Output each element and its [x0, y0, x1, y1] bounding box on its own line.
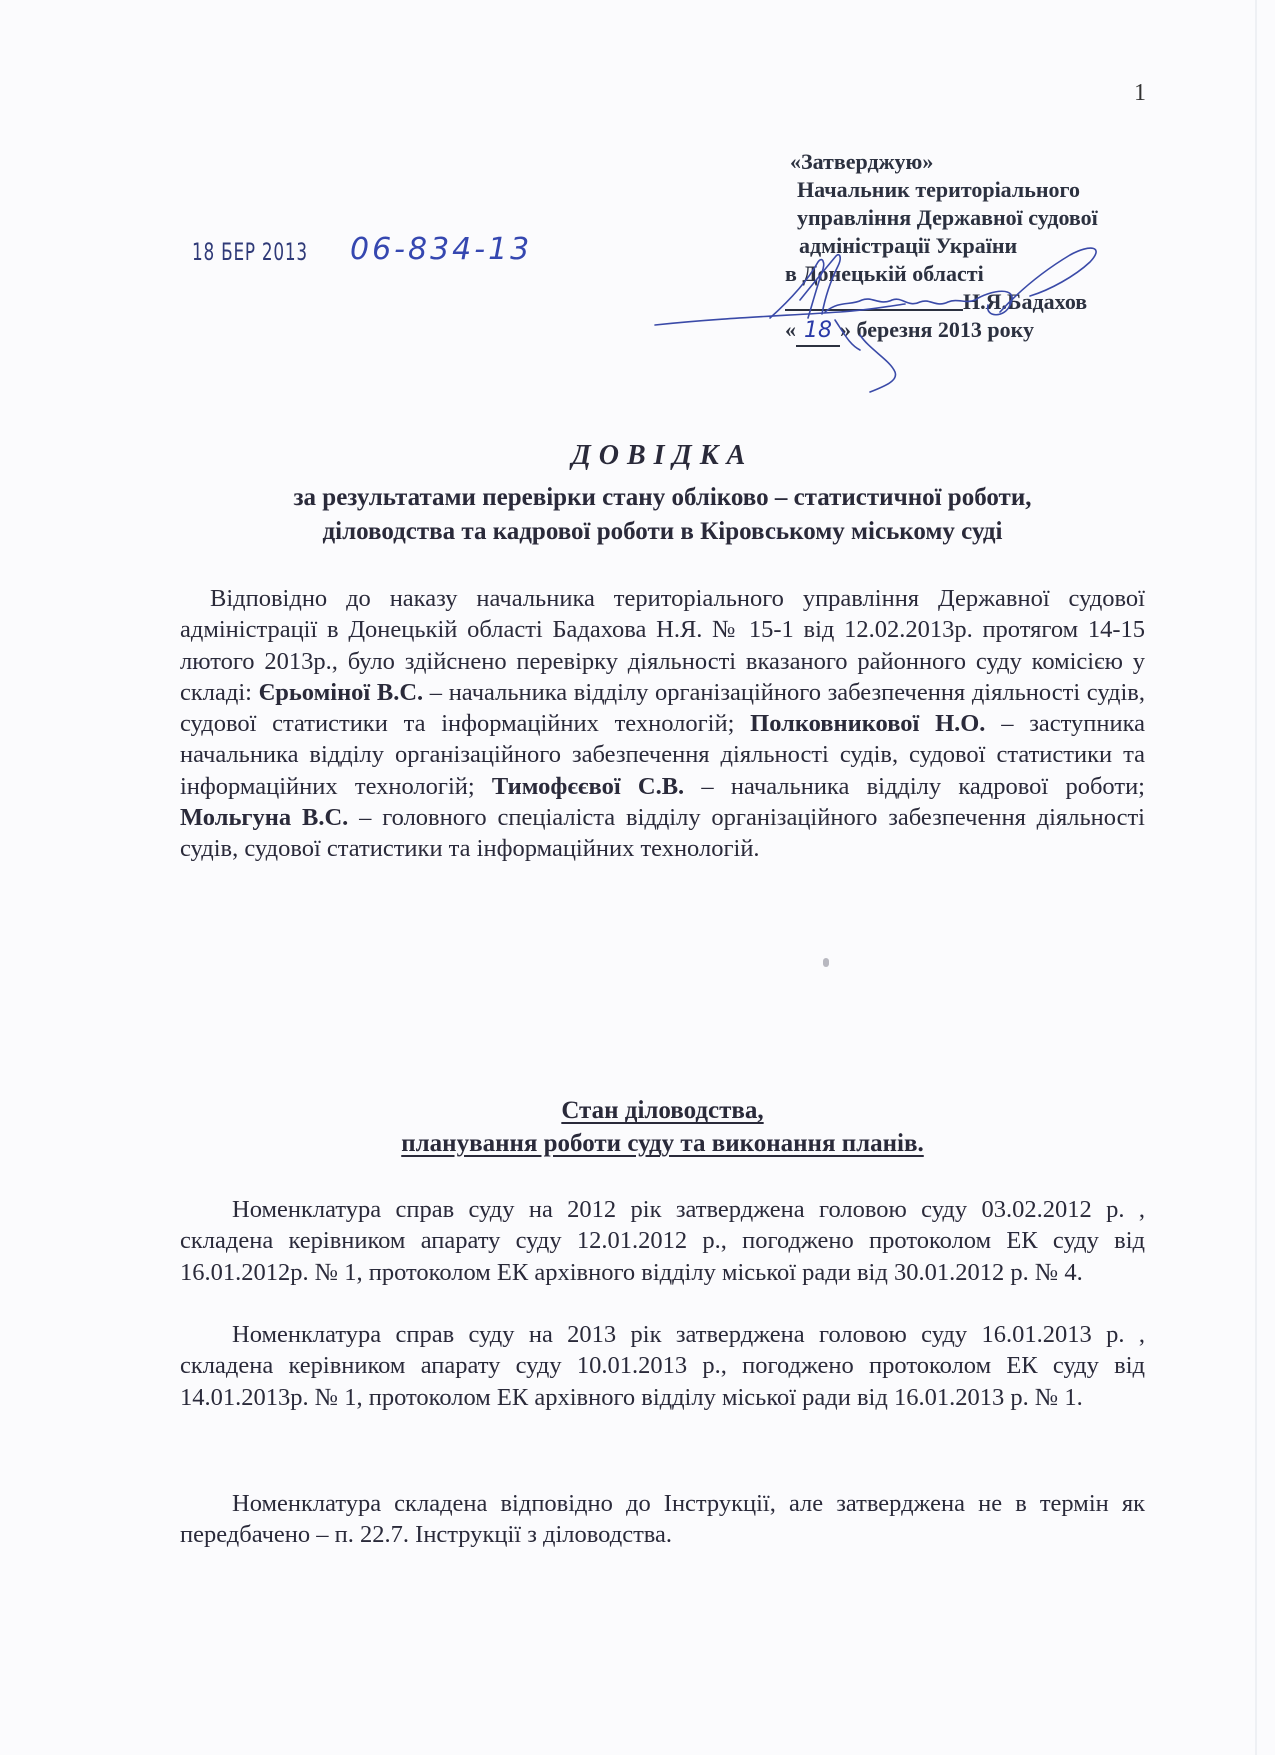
- paragraph: Номенклатура складена відповідно до Інструкції, але затверджена не в термін як передбачено – п. 22.7. Інструкції з діловодства.: [180, 1490, 1145, 1549]
- commission-member-name: Мольгуна В.С.: [180, 804, 349, 832]
- approval-block: [785, 148, 1098, 347]
- intro-paragraph: [180, 583, 1145, 865]
- paragraph: Номенклатура справ суду на 2012 рік затверджена головою суду 03.02.2012 р. , складена керівником апарату суду 12.01.2012 р., погоджено протоколом ЕК суду від 16.01.2012р. № 1, протоколом ЕК архівного відділу міської ради від 30.01.2012 р. № 4.: [180, 1196, 1145, 1286]
- intro-text: Відповідно до наказу начальника територіального управління Державної судової адміністрації в Донецькій області Бадахова Н.Я. № 15-1 від 12.02.2013р. протягом 14-15 лютого 2013р., було здійснено перевірку діяльності вказаного районного суду комісією у складі:: [180, 585, 1145, 706]
- registration-number: 06-834-13: [350, 232, 533, 267]
- approval-heading: «Затверджую»: [790, 149, 934, 174]
- section-heading-line: Стан діловодства,: [561, 1097, 764, 1124]
- approval-line: Начальник територіального: [797, 177, 1080, 202]
- document-subtitle-line: діловодства та кадрової роботи в Кіровському міському суді: [322, 518, 1003, 545]
- date-stamp: 18 БЕР 2013: [192, 238, 308, 266]
- date-quote: «: [785, 317, 796, 342]
- scan-speck: [823, 958, 829, 967]
- approval-line: в Донецькій області: [785, 261, 984, 286]
- commission-member-name: Єрьоміної В.С.: [258, 678, 424, 706]
- commission-member-name: Тимофєєвої С.В.: [491, 772, 685, 800]
- section-heading: [180, 1094, 1145, 1160]
- signature-blank: [785, 309, 963, 311]
- approval-day: 18: [796, 317, 840, 347]
- scan-edge: [1255, 0, 1257, 1755]
- page-number: 1: [1134, 80, 1146, 106]
- section-heading-line: планування роботи суду та виконання планів.: [401, 1130, 924, 1157]
- document-title: ДОВІДКА: [571, 440, 754, 471]
- approval-date-rest: » березня 2013 року: [840, 317, 1034, 342]
- approval-line: управління Державної судової: [797, 205, 1098, 230]
- intro-text: – начальника відділу організаційного забезпечення діяльності судів, судової статистики та інформаційних технологій;: [180, 678, 1145, 738]
- signer-name: Н.Я.Бадахов: [963, 289, 1088, 314]
- document-subtitle-line: за результатами перевірки стану обліково – статистичної роботи,: [293, 484, 1032, 511]
- signature-line: [785, 288, 1098, 316]
- commission-member-name: Полковникової Н.О.: [750, 710, 986, 738]
- approval-date: [785, 316, 1098, 347]
- approval-line: адміністрації України: [799, 233, 1018, 258]
- intro-text: – начальника відділу кадрової роботи;: [684, 772, 1145, 800]
- intro-text: – головного спеціаліста відділу організаційного забезпечення діяльності судів, судової статистики та інформаційних технологій.: [180, 804, 1145, 863]
- intro-text: – заступника начальника відділу організаційного забезпечення діяльності судів, судової статистики та інформаційних технологій;: [180, 710, 1145, 800]
- paragraph: Номенклатура справ суду на 2013 рік затверджена головою суду 16.01.2013 р. , складена керівником апарату суду 10.01.2013 р., погоджено протоколом ЕК суду від 14.01.2013р. № 1, протоколом ЕК архівного відділу міської ради від 16.01.2013 р. № 1.: [180, 1321, 1145, 1411]
